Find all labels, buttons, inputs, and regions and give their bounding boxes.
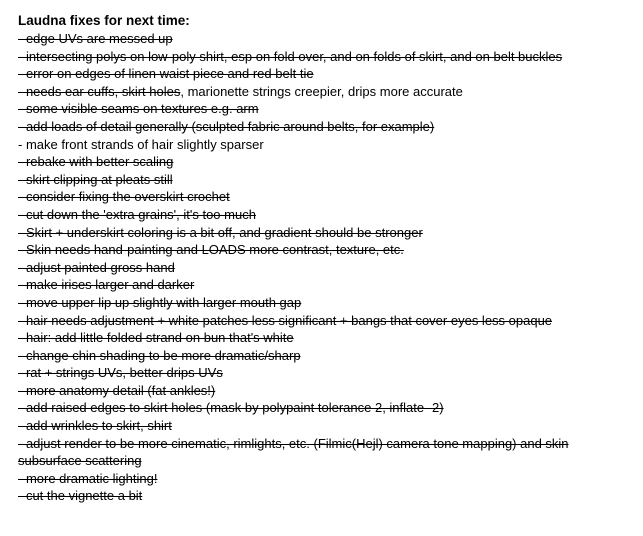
fix-item-ear-cuffs-done: - needs ear cuffs, skirt holes <box>18 83 181 99</box>
fix-item-skirt-wrinkles: - add wrinkles to skirt, shirt <box>18 418 172 434</box>
fix-item-dramatic-lighting: - more dramatic lighting! <box>18 470 158 486</box>
fix-item-hair-strands: - make front strands of hair slightly sparser <box>18 136 264 152</box>
fix-item-visible-seams: - some visible seams on textures e.g. arm <box>18 101 259 117</box>
fix-item-rat-strings-uvs: - rat + strings UVs, better drips UVs <box>18 365 223 381</box>
fix-item-ear-cuffs <box>18 83 638 101</box>
fix-item-hair-adjustment: - hair needs adjustment + white patches less significant + bangs that cover eyes less opaque <box>18 312 553 328</box>
fix-item-gross-hand: - adjust painted gross hand <box>18 259 175 275</box>
fix-item-linen-waist-error: - error on edges of linen waist piece and red belt tie <box>18 66 314 82</box>
fix-item-skirt-coloring: - Skirt + underskirt coloring is a bit off, and gradient should be stronger <box>18 224 423 240</box>
fix-item-add-detail: - add loads of detail generally (sculpted fabric around belts, for example) <box>18 118 435 134</box>
fix-item-render-adjust: - adjust render to be more cinematic, rimlights, etc. (Filmic(Hejl) camera tone mapping) and skin subsurface scattering <box>18 435 569 469</box>
fix-item-skirt-hole-edges: - add raised edges to skirt holes (mask by polypaint tolerance 2, inflate -2) <box>18 400 444 416</box>
fix-item-anatomy-detail: - more anatomy detail (fat ankles!) <box>18 382 216 398</box>
fix-item-irises: - make irises larger and darker <box>18 277 195 293</box>
fix-item-edge-uvs: - edge UVs are messed up <box>18 31 173 46</box>
fix-item-intersecting-polys: - intersecting polys on low-poly shirt, esp on fold over, and on folds of skirt, and on belt buckles <box>18 48 563 64</box>
fix-item-skirt-clipping: - skirt clipping at pleats still <box>18 171 173 187</box>
notes-document <box>18 12 638 505</box>
fix-item-extra-grains: - cut down the 'extra grains', it's too much <box>18 206 256 222</box>
fix-item-upper-lip: - move upper lip up slightly with larger mouth gap <box>18 294 302 310</box>
fix-item-ear-cuffs-pending: , marionette strings creepier, drips more accurate <box>180 83 463 99</box>
notes-title: Laudna fixes for next time: <box>18 13 190 28</box>
fix-item-rebake: - rebake with better scaling <box>18 154 174 170</box>
fix-item-overskirt-crochet: - consider fixing the overskirt crochet <box>18 189 230 205</box>
fix-item-skin-painting: - Skin needs hand-painting and LOADS more contrast, texture, etc. <box>18 242 404 258</box>
fix-item-hair-bun-strand: - hair: add little folded strand on bun that's white <box>18 330 294 346</box>
fix-item-vignette: - cut the vignette a bit <box>18 488 143 504</box>
fix-item-chin-shading: - change chin shading to be more dramatic/sharp <box>18 347 301 363</box>
